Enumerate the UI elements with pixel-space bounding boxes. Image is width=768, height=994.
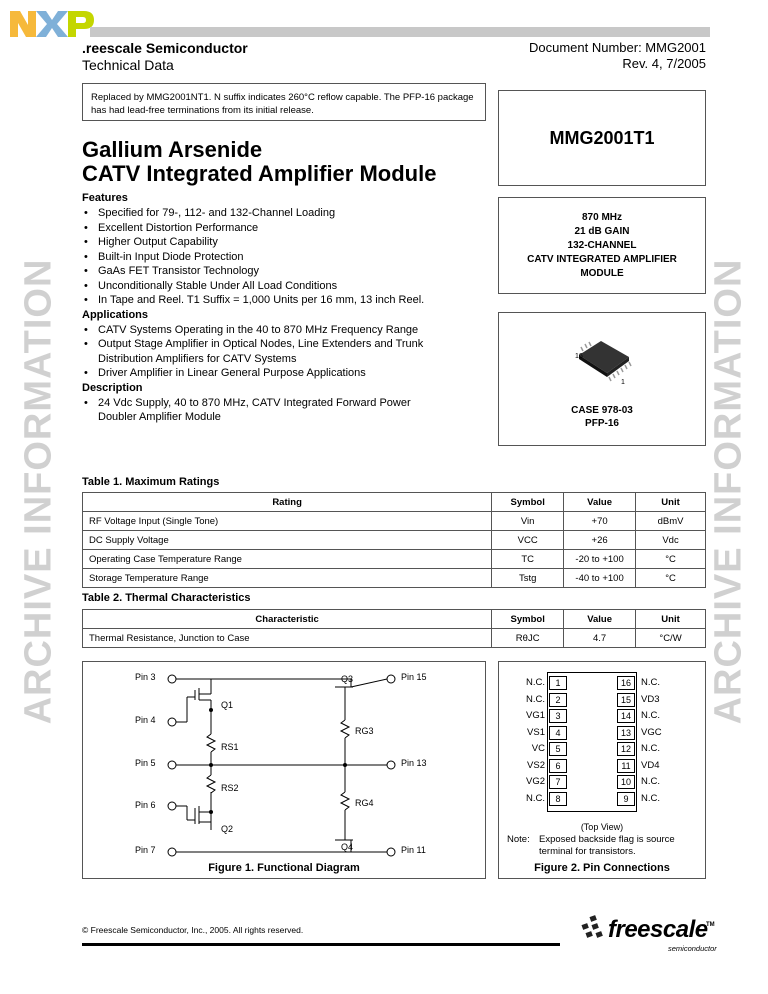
pin-name: N.C. — [641, 776, 660, 787]
archive-watermark-right: ARCHIVE INFORMATION — [707, 258, 750, 725]
pin-name: N.C. — [641, 743, 660, 754]
application-item: • Driver Amplifier in Linear General Purpose Applications — [82, 366, 432, 381]
trademark: TM — [706, 922, 715, 928]
figure1-caption: Figure 1. Functional Diagram — [208, 862, 360, 874]
description-list — [82, 396, 492, 425]
header-bar-end — [696, 27, 710, 37]
table-header: Value — [564, 610, 636, 629]
application-item: • CATV Systems Operating in the 40 to 870 MHz Frequency Range — [82, 323, 432, 338]
component-label: RG4 — [355, 798, 374, 808]
table-cell: RF Voltage Input (Single Tone) — [83, 512, 492, 531]
pin-name: VS1 — [527, 726, 545, 738]
table-header: Symbol — [492, 493, 564, 512]
pin-number: 14 — [617, 709, 635, 723]
pin-name: VD3 — [641, 693, 660, 705]
feature-item: • Specified for 79-, 112- and 132-Channel Loading — [82, 206, 492, 221]
table-cell: 4.7 — [564, 629, 636, 648]
spec-line: 132-CHANNEL — [567, 239, 637, 251]
table-cell: Thermal Resistance, Junction to Case — [83, 629, 492, 648]
max-ratings-table — [82, 492, 706, 588]
document-type: Technical Data — [82, 57, 174, 73]
page-title-line2: CATV Integrated Amplifier Module — [82, 161, 437, 186]
pin-number: 1 — [549, 676, 567, 690]
pin-label: Pin 3 — [135, 672, 156, 682]
pin-name: VG1 — [525, 710, 545, 721]
pin-name: VS2 — [527, 759, 545, 771]
pin-name: VGC — [641, 726, 662, 738]
footer-rule — [82, 943, 560, 946]
pin-label: Pin 11 — [401, 845, 426, 855]
pin-number: 6 — [549, 759, 567, 773]
table-cell: TC — [492, 550, 564, 569]
pin-name: VG2 — [525, 776, 545, 787]
pin-name: N.C. — [526, 693, 545, 705]
table-cell: -40 to +100 — [564, 569, 636, 588]
component-label: RS2 — [221, 783, 239, 793]
functional-diagram-box — [82, 661, 486, 879]
case-number: CASE 978-03 — [571, 405, 633, 416]
pin-name: N.C. — [641, 710, 660, 721]
table-row — [83, 512, 706, 531]
copyright: © Freescale Semiconductor, Inc., 2005. All rights reserved. — [82, 925, 304, 935]
table-header: Symbol — [492, 610, 564, 629]
thermal-table — [82, 609, 706, 648]
pin-label: Pin 5 — [135, 758, 156, 768]
pin-number: 15 — [617, 693, 635, 707]
table-cell: Vin — [492, 512, 564, 531]
table-cell: Operating Case Temperature Range — [83, 550, 492, 569]
pin-label: Pin 13 — [401, 758, 427, 768]
pin-number: 8 — [549, 792, 567, 806]
component-label: Q2 — [221, 824, 234, 834]
component-label: RG3 — [355, 726, 374, 736]
feature-item: • Built-in Input Diode Protection — [82, 250, 492, 265]
table-cell: DC Supply Voltage — [83, 531, 492, 550]
feature-item: • In Tape and Reel. T1 Suffix = 1,000 Units per 16 mm, 13 inch Reel. — [82, 293, 492, 308]
table-header: Characteristic — [83, 610, 492, 629]
pin-number: 13 — [617, 726, 635, 740]
pin-name: N.C. — [641, 677, 660, 688]
company-name: .reescale Semiconductor — [82, 40, 248, 56]
pin-16-label: 16 — [575, 353, 583, 360]
spec-line: 21 dB GAIN — [574, 225, 630, 237]
nxp-logo — [10, 7, 100, 41]
pin-number: 9 — [617, 792, 635, 806]
pin-name: VD4 — [641, 759, 660, 771]
pin-number: 10 — [617, 775, 635, 789]
applications-heading: Applications — [82, 308, 149, 321]
spec-box — [498, 197, 706, 294]
table-row — [83, 531, 706, 550]
spec-line: 870 MHz — [581, 211, 622, 223]
table2-caption: Table 2. Thermal Characteristics — [82, 592, 251, 604]
description-heading: Description — [82, 381, 143, 394]
table-cell: +26 — [564, 531, 636, 550]
table-cell: -20 to +100 — [564, 550, 636, 569]
table-header: Value — [564, 493, 636, 512]
pin-label: Pin 4 — [135, 715, 156, 725]
component-label: Q1 — [221, 700, 234, 710]
package-box — [498, 312, 706, 446]
feature-item: • Higher Output Capability — [82, 235, 492, 250]
table-cell: +70 — [564, 512, 636, 531]
pin-note: Exposed backside flag is source terminal for transistors. — [539, 834, 675, 857]
pin-number: 3 — [549, 709, 567, 723]
table-cell: Storage Temperature Range — [83, 569, 492, 588]
table-cell: Tstg — [492, 569, 564, 588]
table-cell: Vdc — [636, 531, 706, 550]
spec-line: MODULE — [580, 267, 624, 279]
pin-name: N.C. — [526, 792, 545, 804]
feature-item: • GaAs FET Transistor Technology — [82, 264, 492, 279]
part-number: MMG2001T1 — [549, 127, 655, 148]
figure2-caption: Figure 2. Pin Connections — [534, 862, 670, 874]
archive-watermark-left: ARCHIVE INFORMATION — [17, 258, 60, 725]
freescale-sub: semiconductor — [668, 944, 717, 953]
table-cell: °C — [636, 569, 706, 588]
description-item: • 24 Vdc Supply, 40 to 870 MHz, CATV Integrated Forward Power Doubler Amplifier Module — [82, 396, 432, 425]
pin-label: Pin 7 — [135, 845, 156, 855]
pin-number: 12 — [617, 742, 635, 756]
component-label: Q4 — [341, 842, 354, 852]
pin-number: 2 — [549, 693, 567, 707]
pin-label: Pin 15 — [401, 672, 427, 682]
table-row — [83, 550, 706, 569]
page-title-line1: Gallium Arsenide — [82, 137, 263, 162]
application-item: • Output Stage Amplifier in Optical Nodes, Line Extenders and Trunk Distribution Amplifiers for CATV Systems — [82, 337, 432, 366]
pin-connections-box — [498, 661, 706, 879]
features-list — [82, 206, 492, 308]
table-row — [83, 629, 706, 648]
pin-number: 4 — [549, 726, 567, 740]
pin-number: 7 — [549, 775, 567, 789]
pin-name: VC — [531, 743, 545, 754]
feature-item: • Unconditionally Stable Under All Load Conditions — [82, 279, 492, 294]
pin-name: N.C. — [641, 792, 660, 804]
freescale-wordmark: freescale — [608, 916, 708, 943]
pin-1-label: 1 — [621, 379, 625, 386]
table-header: Unit — [636, 493, 706, 512]
table-row — [83, 569, 706, 588]
replacement-note: Replaced by MMG2001NT1. N suffix indicates 260°C reflow capable. The PFP-16 package has had lead-free terminations from its initial release. — [82, 83, 486, 121]
part-number-box — [498, 90, 706, 186]
freescale-mark-icon — [578, 914, 608, 944]
table-header: Rating — [83, 493, 492, 512]
freescale-logo — [578, 908, 718, 958]
component-label: Q3 — [341, 674, 354, 684]
table-cell: RθJC — [492, 629, 564, 648]
document-number: Document Number: MMG2001 — [528, 40, 706, 55]
spec-line: CATV INTEGRATED AMPLIFIER — [527, 253, 677, 265]
table-cell: dBmV — [636, 512, 706, 531]
header-bar — [90, 27, 710, 37]
pin-label: Pin 6 — [135, 800, 156, 810]
applications-list — [82, 323, 492, 381]
package-type: PFP-16 — [585, 418, 619, 429]
body-text — [82, 192, 492, 425]
table-cell: VCC — [492, 531, 564, 550]
pin-number: 11 — [617, 759, 635, 773]
top-view-label: (Top View) — [580, 822, 624, 832]
pin-number: 5 — [549, 742, 567, 756]
table-cell: °C/W — [636, 629, 706, 648]
component-label: RS1 — [221, 742, 239, 752]
table1-caption: Table 1. Maximum Ratings — [82, 476, 220, 488]
table-header: Unit — [636, 610, 706, 629]
pin-name: N.C. — [526, 677, 545, 688]
table-cell: °C — [636, 550, 706, 569]
pin-number: 16 — [617, 676, 635, 690]
note-label: Note: — [507, 834, 530, 845]
features-heading: Features — [82, 192, 128, 204]
document-revision: Rev. 4, 7/2005 — [622, 56, 706, 71]
feature-item: • Excellent Distortion Performance — [82, 221, 492, 236]
